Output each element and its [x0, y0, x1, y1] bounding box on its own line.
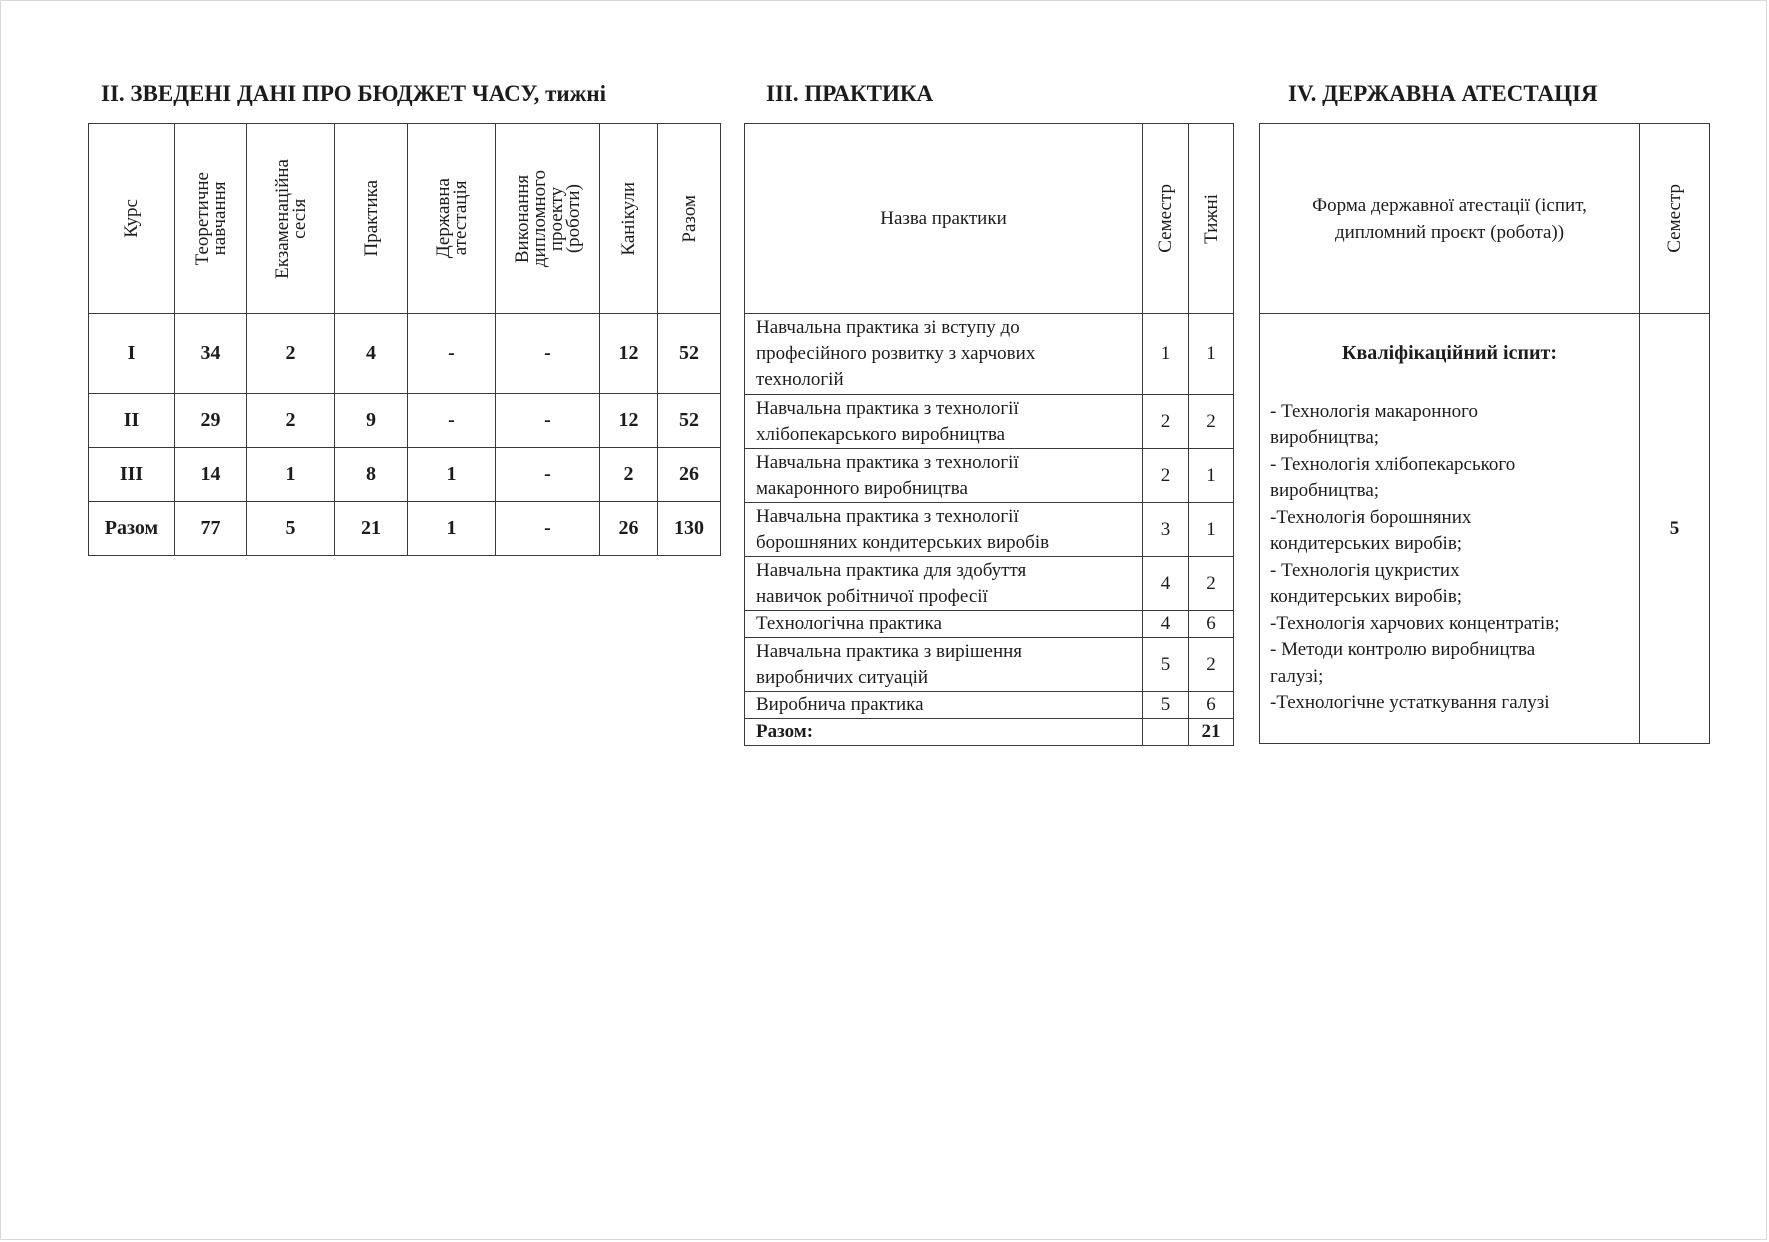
header-total: Разом — [658, 124, 721, 314]
cell-theory: 77 — [175, 502, 247, 556]
table-row — [745, 692, 1234, 719]
practice-semester: 3 — [1143, 503, 1189, 557]
table-row — [745, 557, 1234, 611]
cell-total: 52 — [658, 314, 721, 394]
practice-weeks: 1 — [1189, 503, 1234, 557]
header-exam: Екзаменаційна сесія — [247, 124, 335, 314]
header-state: Державна атестація — [408, 124, 496, 314]
practice-semester: 4 — [1143, 611, 1189, 638]
cell-course: II — [89, 394, 175, 448]
cell-state: - — [408, 314, 496, 394]
practice-name: Виробнича практика — [745, 692, 1143, 719]
cell-practice: 4 — [335, 314, 408, 394]
cell-state: - — [408, 394, 496, 448]
table-row-total — [745, 719, 1234, 746]
practice-name: Навчальна практика зі вступу до професійного розвитку з харчових технологій — [745, 314, 1143, 395]
exam-line: кондитерських виробів; — [1270, 586, 1463, 608]
practice-total-label: Разом: — [745, 719, 1143, 746]
cell-exam: 2 — [247, 394, 335, 448]
budget-header-row — [89, 124, 721, 314]
header-vacation: Канікули — [600, 124, 658, 314]
exam-line: кондитерських виробів; — [1270, 533, 1463, 555]
exam-line: -Технологія борошняних — [1270, 506, 1472, 528]
practice-name: Навчальна практика з технології борошняних кондитерських виробів — [745, 503, 1143, 557]
budget-title: II. ЗВЕДЕНІ ДАНІ ПРО БЮДЖЕТ ЧАСУ, тижні — [101, 81, 606, 106]
header-semester: Семестр — [1143, 124, 1189, 314]
practice-weeks: 2 — [1189, 557, 1234, 611]
table-row — [745, 314, 1234, 395]
practice-semester: 5 — [1143, 638, 1189, 692]
table-row — [745, 638, 1234, 692]
exam-line: виробництва; — [1270, 480, 1380, 502]
cell-total: 130 — [658, 502, 721, 556]
table-row — [745, 611, 1234, 638]
cell-diploma: - — [496, 502, 600, 556]
table-row — [745, 503, 1234, 557]
practice-weeks: 2 — [1189, 638, 1234, 692]
table-row — [745, 449, 1234, 503]
practice-total-semester — [1143, 719, 1189, 746]
practice-weeks: 1 — [1189, 449, 1234, 503]
practice-weeks: 6 — [1189, 611, 1234, 638]
practice-name: Навчальна практика з технології хлібопекарського виробництва — [745, 395, 1143, 449]
practice-weeks: 6 — [1189, 692, 1234, 719]
header-weeks: Тижні — [1189, 124, 1234, 314]
exam-line: -Технологічне устаткування галузі — [1270, 692, 1550, 714]
exam-line: -Технологія харчових концентратів; — [1270, 612, 1560, 634]
attestation-table — [1259, 123, 1710, 744]
practice-semester: 1 — [1143, 314, 1189, 395]
table-row — [89, 448, 721, 502]
practice-name: Технологічна практика — [745, 611, 1143, 638]
cell-course: Разом — [89, 502, 175, 556]
practice-weeks: 1 — [1189, 314, 1234, 395]
practice-semester: 2 — [1143, 449, 1189, 503]
cell-total: 26 — [658, 448, 721, 502]
header-course: Курс — [89, 124, 175, 314]
table-row — [89, 394, 721, 448]
header-diploma: Виконання дипломного проекту (роботи) — [496, 124, 600, 314]
exam-line: виробництва; — [1270, 427, 1380, 449]
cell-vacation: 2 — [600, 448, 658, 502]
exam-line: - Технологія цукристих — [1270, 559, 1460, 581]
table-row — [89, 314, 721, 394]
cell-state: 1 — [408, 502, 496, 556]
practice-table — [744, 123, 1234, 746]
cell-theory: 29 — [175, 394, 247, 448]
exam-line: - Методи контролю виробництва — [1270, 639, 1536, 661]
cell-course: III — [89, 448, 175, 502]
table-row — [745, 395, 1234, 449]
cell-state: 1 — [408, 448, 496, 502]
cell-exam: 1 — [247, 448, 335, 502]
cell-vacation: 26 — [600, 502, 658, 556]
cell-diploma: - — [496, 394, 600, 448]
practice-name: Навчальна практика з вирішення виробничих ситуацій — [745, 638, 1143, 692]
practice-weeks: 2 — [1189, 395, 1234, 449]
attestation-header-row — [1260, 124, 1710, 314]
cell-exam: 2 — [247, 314, 335, 394]
budget-table — [88, 123, 721, 556]
header-attestation-semester: Семестр — [1640, 124, 1710, 314]
practice-name: Навчальна практика з технології макаронного виробництва — [745, 449, 1143, 503]
practice-total-weeks: 21 — [1189, 719, 1234, 746]
header-attestation-form: Форма державної атестації (іспит, дипломний проєкт (робота)) — [1260, 124, 1640, 314]
cell-vacation: 12 — [600, 394, 658, 448]
practice-name: Навчальна практика для здобуття навичок робітничої професії — [745, 557, 1143, 611]
exam-title: Кваліфікаційний іспит: — [1341, 342, 1557, 365]
attestation-semester: 5 — [1640, 314, 1710, 744]
practice-title: III. ПРАКТИКА — [766, 81, 934, 106]
cell-diploma: - — [496, 448, 600, 502]
table-row-total — [89, 502, 721, 556]
attestation-title: IV. ДЕРЖАВНА АТЕСТАЦІЯ — [1288, 81, 1598, 106]
attestation-row — [1260, 314, 1710, 744]
cell-diploma: - — [496, 314, 600, 394]
practice-header-row — [745, 124, 1234, 314]
header-practice: Практика — [335, 124, 408, 314]
cell-course: I — [89, 314, 175, 394]
exam-line: - Технологія макаронного — [1270, 400, 1478, 422]
cell-exam: 5 — [247, 502, 335, 556]
cell-practice: 8 — [335, 448, 408, 502]
practice-semester: 4 — [1143, 557, 1189, 611]
cell-practice: 9 — [335, 394, 408, 448]
exam-line: - Технологія хлібопекарського — [1270, 453, 1516, 475]
attestation-form-cell — [1260, 314, 1640, 744]
practice-semester: 2 — [1143, 395, 1189, 449]
cell-theory: 14 — [175, 448, 247, 502]
cell-practice: 21 — [335, 502, 408, 556]
cell-theory: 34 — [175, 314, 247, 394]
exam-line: галузі; — [1270, 665, 1324, 687]
cell-vacation: 12 — [600, 314, 658, 394]
header-practice-name: Назва практики — [745, 124, 1143, 314]
practice-semester: 5 — [1143, 692, 1189, 719]
header-theory: Теоретичне навчання — [175, 124, 247, 314]
cell-total: 52 — [658, 394, 721, 448]
